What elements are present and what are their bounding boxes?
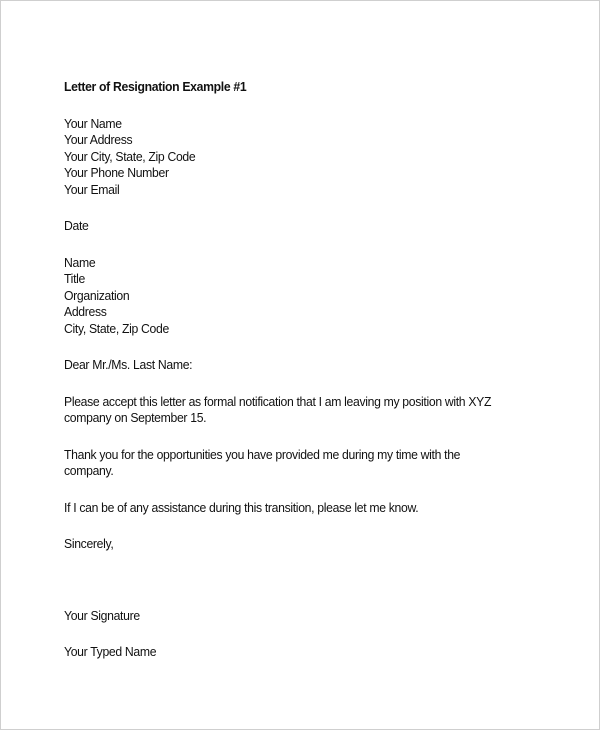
signature-line: Your Signature [64,607,140,623]
recipient-title: Title [64,271,85,286]
recipient-block [64,255,506,338]
sender-city-state-zip: Your City, State, Zip Code [64,148,196,164]
recipient-city-state-zip: City, State, Zip Code [64,320,169,336]
recipient-address: Address [64,304,107,319]
date-line: Date [64,218,89,233]
recipient-organization: Organization [64,287,130,303]
closing: Sincerely, [64,536,114,551]
letter-title: Letter of Resignation Example #1 [64,79,247,94]
sender-email: Your Email [64,181,120,197]
salutation: Dear Mr./Ms. Last Name: [64,357,193,372]
sender-phone: Your Phone Number [64,165,169,180]
sender-name: Your Name [64,115,122,131]
body-paragraph: Please accept this letter as formal notification that I am leaving my position with XYZ company on September 15. [64,393,492,425]
sender-block [64,116,506,199]
resignation-letter [64,79,506,661]
recipient-name: Name [64,254,96,270]
typed-name: Your Typed Name [64,644,157,659]
body-paragraph: If I can be of any assistance during this transition, please let me know. [64,499,419,515]
sender-address: Your Address [64,132,133,147]
body-paragraph: Thank you for the opportunities you have provided me during my time with the company. [64,446,461,478]
